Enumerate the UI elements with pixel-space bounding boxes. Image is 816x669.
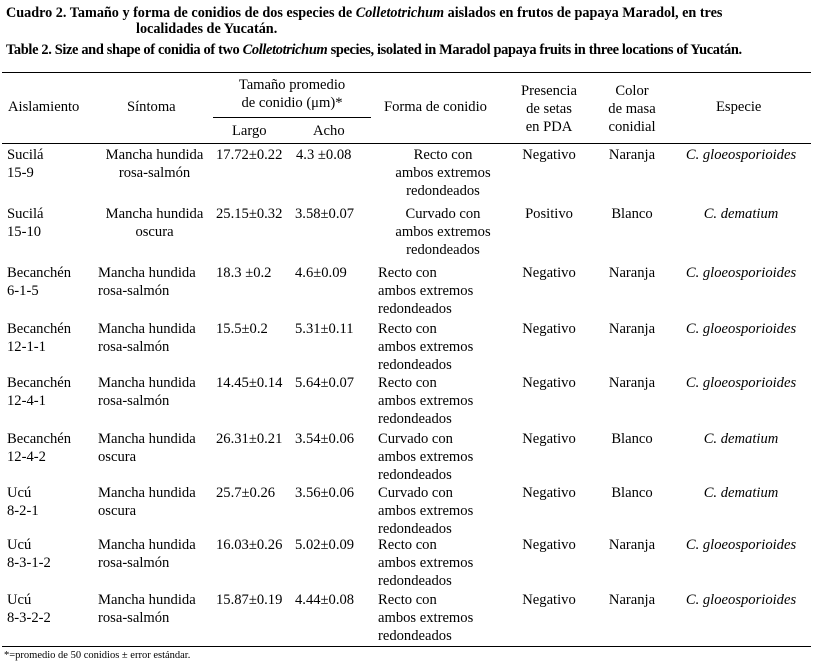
header-acho: Acho [313, 123, 345, 139]
cell-setas: Negativo [522, 537, 576, 553]
cell-especie: C. dematium [703, 431, 779, 447]
cell-aislamiento: Ucú [7, 592, 32, 608]
cell-aislamiento: Becanchén [7, 321, 72, 337]
header-color-2: de masa [608, 101, 656, 117]
cell-aislamiento: Becanchén [7, 431, 72, 447]
cell-forma-line1: Recto con [378, 592, 437, 608]
cell-forma-line1: Recto con [378, 537, 437, 553]
caption-es [6, 5, 812, 21]
caption-es-text-b: aislados en frutos de papaya Maradol, en tres [447, 5, 723, 21]
cell-setas: Positivo [525, 206, 573, 222]
cell-forma-line3: redondeados [406, 183, 480, 199]
table-bottom-rule [2, 646, 811, 647]
header-forma: Forma de conidio [384, 99, 487, 115]
cell-especie: C. gloeosporioides [685, 537, 797, 553]
cell-sintoma: Mancha hundida [98, 321, 196, 337]
cell-aislamiento: Ucú [7, 485, 32, 501]
header-sintoma: Síntoma [127, 99, 176, 115]
cell-sintoma: Mancha hundida [98, 485, 196, 501]
cell-sintoma-line2: rosa-salmón [98, 393, 170, 409]
cell-color: Blanco [611, 206, 653, 222]
cell-forma-line2: ambos extremos [395, 165, 491, 181]
header-tamano-1: Tamaño promedio [238, 77, 346, 93]
size-subheader-rule [213, 117, 371, 118]
cell-acho: 4.3 ±0.08 [296, 147, 352, 163]
cell-aislamiento-code: 12-1-1 [7, 339, 46, 355]
caption-es-genus: Colletotrichum [355, 5, 445, 21]
cell-forma-line2: ambos extremos [378, 339, 474, 355]
cell-sintoma-line2: rosa-salmón [98, 555, 170, 571]
cell-aislamiento-code: 12-4-1 [7, 393, 46, 409]
header-tamano-2: de conidio (μm)* [241, 95, 343, 111]
cell-sintoma-line2: rosa-salmón [118, 165, 191, 181]
cell-forma-line3: redondeados [378, 521, 452, 537]
caption-es-label: Cuadro 2. [6, 5, 67, 21]
cell-setas: Negativo [522, 592, 576, 608]
cell-largo: 15.5±0.2 [216, 321, 268, 337]
footnote: *=promedio de 50 conidios ± error estándar. [4, 650, 191, 661]
cell-especie: C. gloeosporioides [685, 321, 797, 337]
cell-especie: C. dematium [703, 206, 779, 222]
cell-especie: C. gloeosporioides [685, 592, 797, 608]
cell-color: Naranja [608, 321, 656, 337]
cell-color: Naranja [608, 265, 656, 281]
cell-forma-line2: ambos extremos [378, 283, 474, 299]
cell-sintoma: Mancha hundida [105, 206, 204, 222]
cell-aislamiento: Becanchén [7, 265, 72, 281]
cell-aislamiento-code: 8-2-1 [7, 503, 39, 519]
cell-forma-line1: Recto con [378, 265, 437, 281]
cell-acho: 3.54±0.06 [295, 431, 355, 447]
cell-sintoma: Mancha hundida [98, 265, 196, 281]
cell-sintoma: Mancha hundida [98, 431, 196, 447]
cell-largo: 26.31±0.21 [216, 431, 283, 447]
header-color-3: conidial [608, 119, 656, 135]
header-color-1: Color [615, 83, 649, 99]
cell-color: Naranja [608, 592, 656, 608]
cell-aislamiento-code: 15-9 [7, 165, 34, 181]
cell-forma-line3: redondeados [378, 467, 452, 483]
cell-forma-line3: redondeados [406, 242, 480, 258]
cell-sintoma: Mancha hundida [98, 537, 196, 553]
cell-largo: 17.72±0.22 [216, 147, 283, 163]
cell-especie: C. gloeosporioides [685, 375, 797, 391]
cell-forma-line1: Recto con [413, 147, 473, 163]
cell-color: Naranja [608, 147, 656, 163]
cell-largo: 25.7±0.26 [216, 485, 276, 501]
caption-es-text-a: Tamaño y forma de conidios de dos especies de [69, 5, 353, 21]
cell-forma-line2: ambos extremos [378, 393, 474, 409]
cell-color: Blanco [611, 431, 653, 447]
cell-forma-line1: Curvado con [405, 206, 481, 222]
cell-sintoma-line2: oscura [98, 503, 137, 519]
cell-largo: 16.03±0.26 [216, 537, 283, 553]
cell-largo: 18.3 ±0.2 [216, 265, 272, 281]
cell-sintoma: Mancha hundida [105, 147, 204, 163]
cell-forma-line1: Curvado con [378, 431, 453, 447]
cell-especie: C. gloeosporioides [685, 147, 797, 163]
cell-aislamiento-code: 15-10 [7, 224, 42, 240]
cell-forma-line1: Recto con [378, 321, 437, 337]
caption-en-label: Table 2. [6, 42, 52, 58]
cell-forma-line1: Recto con [378, 375, 437, 391]
cell-acho: 3.56±0.06 [295, 485, 355, 501]
cell-sintoma-line2: oscura [135, 224, 174, 240]
cell-largo: 14.45±0.14 [216, 375, 283, 391]
cell-largo: 25.15±0.32 [216, 206, 283, 222]
cell-color: Naranja [608, 375, 656, 391]
caption-en-text-b: species, isolated in Maradol papaya fruits in three locations of Yucatán. [330, 42, 742, 58]
cell-acho: 3.58±0.07 [295, 206, 355, 222]
cell-aislamiento-code: 12-4-2 [7, 449, 46, 465]
cell-forma-line2: ambos extremos [378, 503, 474, 519]
cell-forma-line3: redondeados [378, 573, 452, 589]
cell-setas: Negativo [522, 265, 576, 281]
header-presencia-1: Presencia [521, 83, 577, 99]
cell-acho: 5.64±0.07 [295, 375, 355, 391]
cell-forma-line3: redondeados [378, 357, 452, 373]
cell-forma-line2: ambos extremos [395, 224, 491, 240]
caption-en [6, 42, 812, 58]
cell-forma-line3: redondeados [378, 301, 452, 317]
header-bottom-rule [2, 143, 811, 144]
cell-sintoma-line2: oscura [98, 449, 137, 465]
cell-acho: 5.02±0.09 [295, 537, 355, 553]
caption-en-genus: Colletotrichum [242, 42, 328, 58]
cell-forma-line2: ambos extremos [378, 610, 474, 626]
table-top-rule [2, 72, 811, 73]
cell-setas: Negativo [522, 375, 576, 391]
cell-aislamiento: Becanchén [7, 375, 72, 391]
cell-sintoma-line2: rosa-salmón [98, 283, 170, 299]
header-largo: Largo [232, 123, 267, 139]
cell-sintoma-line2: rosa-salmón [98, 339, 170, 355]
cell-especie: C. dematium [703, 485, 779, 501]
header-especie: Especie [716, 99, 762, 115]
cell-largo: 15.87±0.19 [216, 592, 283, 608]
caption-es-line2: localidades de Yucatán. [136, 21, 278, 37]
cell-aislamiento: Ucú [7, 537, 32, 553]
cell-forma-line2: ambos extremos [378, 555, 474, 571]
header-presencia-3: en PDA [525, 119, 573, 135]
cell-acho: 4.44±0.08 [295, 592, 355, 608]
cell-acho: 4.6±0.09 [295, 265, 347, 281]
cell-sintoma-line2: rosa-salmón [98, 610, 170, 626]
cell-aislamiento: Sucilá [7, 206, 44, 222]
cell-especie: C. gloeosporioides [685, 265, 797, 281]
cell-forma-line2: ambos extremos [378, 449, 474, 465]
cell-setas: Negativo [522, 431, 576, 447]
header-aislamiento: Aislamiento [8, 99, 80, 115]
cell-setas: Negativo [522, 321, 576, 337]
cell-aislamiento-code: 6-1-5 [7, 283, 39, 299]
caption-en-text-a: Size and shape of conidia of two [54, 42, 240, 58]
cell-forma-line3: redondeados [378, 411, 452, 427]
cell-forma-line1: Curvado con [378, 485, 453, 501]
cell-forma-line3: redondeados [378, 628, 452, 644]
cell-setas: Negativo [522, 485, 576, 501]
cell-sintoma: Mancha hundida [98, 375, 196, 391]
cell-acho: 5.31±0.11 [295, 321, 354, 337]
cell-aislamiento-code: 8-3-1-2 [7, 555, 51, 571]
cell-sintoma: Mancha hundida [98, 592, 196, 608]
cell-aislamiento: Sucilá [7, 147, 44, 163]
cell-setas: Negativo [522, 147, 576, 163]
cell-color: Blanco [611, 485, 653, 501]
header-presencia-2: de setas [526, 101, 572, 117]
cell-color: Naranja [608, 537, 656, 553]
cell-aislamiento-code: 8-3-2-2 [7, 610, 51, 626]
